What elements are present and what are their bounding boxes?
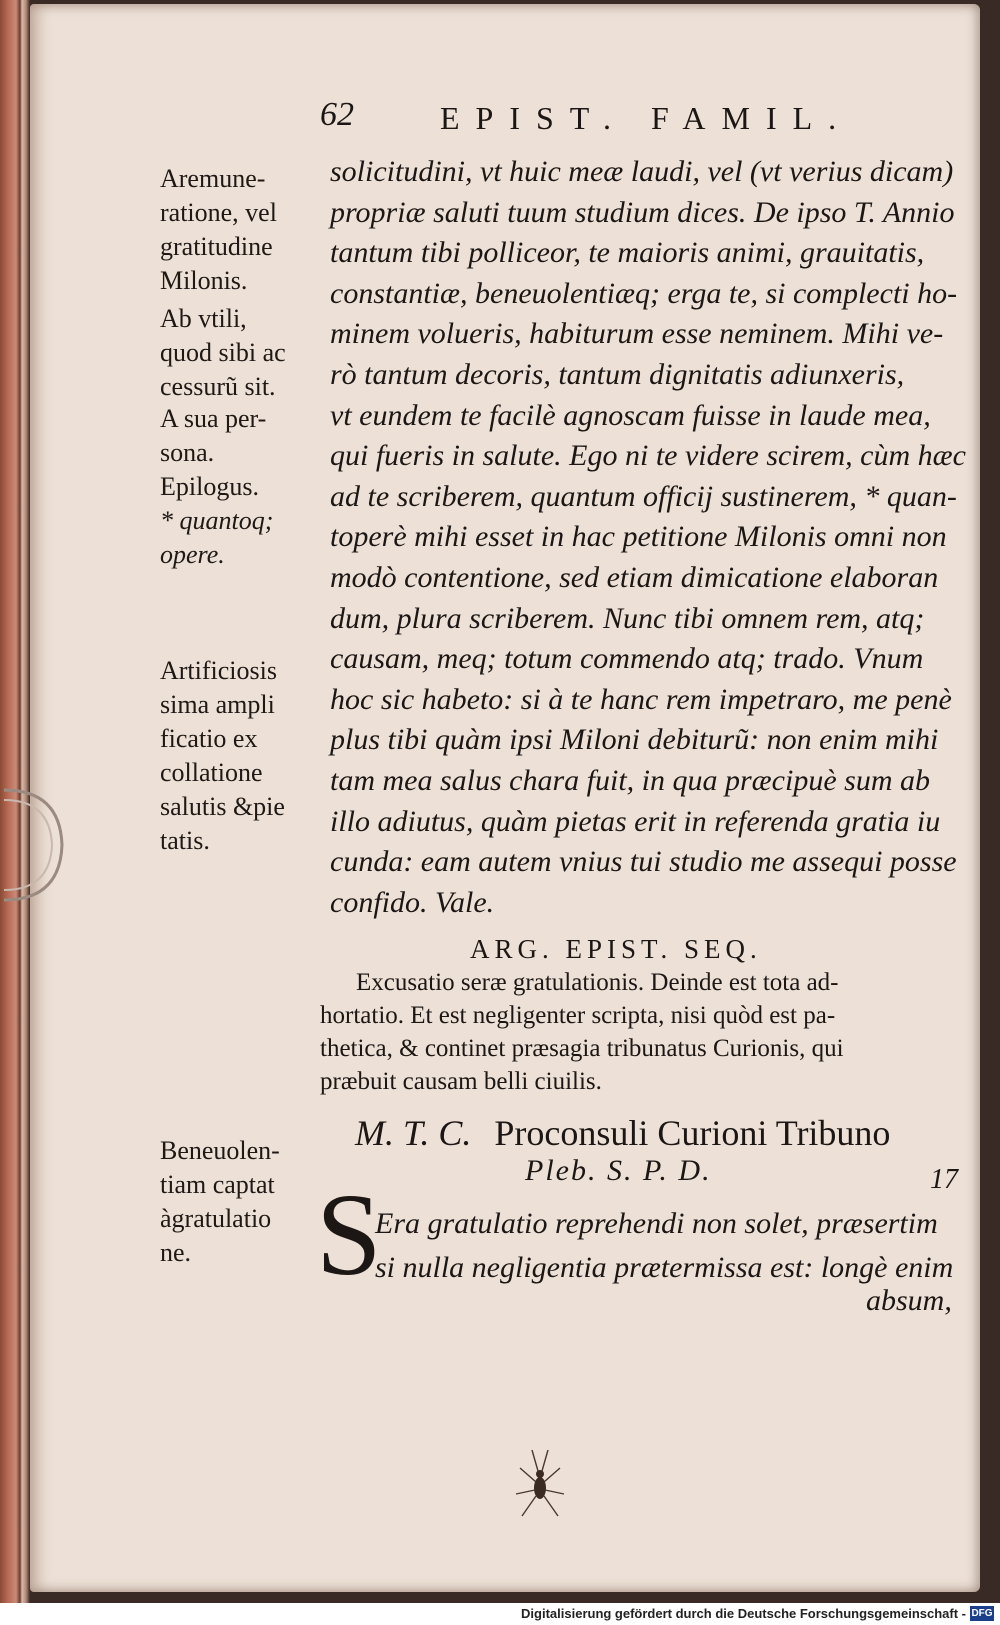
margin-note-quantoque bbox=[160, 504, 320, 572]
margin-note-line: * quantoq; bbox=[160, 506, 274, 535]
letter-opening bbox=[375, 1202, 975, 1290]
text-line: propriæ saluti tuum studium dices. De ipso T. Annio bbox=[330, 195, 955, 229]
text-line: causam, meq; totum commendo atq; trado. Vnum bbox=[330, 642, 924, 676]
letter-title-main: Proconsuli Curioni Tribuno bbox=[494, 1113, 891, 1153]
footer-bar bbox=[0, 1603, 1000, 1625]
page-number: 62 bbox=[320, 96, 354, 133]
letter-body-text bbox=[330, 152, 970, 923]
text-line: thetica, & continet præsagia tribunatus Curionis, qui bbox=[320, 1035, 844, 1062]
letter-subtitle: Pleb. S. P. D. bbox=[525, 1154, 712, 1187]
margin-note-line: ne. bbox=[160, 1238, 192, 1267]
margin-note-line: opere. bbox=[160, 540, 225, 569]
margin-note-line: collatione bbox=[160, 758, 263, 787]
binding-clip-icon bbox=[0, 780, 70, 910]
text-line: modò contentione, sed etiam dimicatione elaboran bbox=[330, 560, 939, 594]
margin-note-line: ficatio ex bbox=[160, 724, 258, 753]
text-line: tantum tibi polliceor, te maioris animi, grauitatis, bbox=[330, 236, 925, 270]
dfg-logo: DFG bbox=[971, 1608, 993, 1619]
argument-text bbox=[320, 966, 980, 1098]
margin-note-line: Artificiosis bbox=[160, 656, 277, 685]
text-line: solicitudini, vt huic meæ laudi, vel (vt verius dicam) bbox=[330, 155, 954, 188]
margin-note-line: sima ampli bbox=[160, 690, 275, 719]
drop-cap: S bbox=[316, 1169, 382, 1300]
margin-note-line: quod sibi ac bbox=[160, 338, 286, 367]
margin-note-line: àgratulatio bbox=[160, 1204, 272, 1233]
margin-note-line: Milonis. bbox=[160, 266, 248, 295]
text-line: si nulla negligentia prætermissa est: longè enim bbox=[375, 1251, 954, 1284]
margin-note-artificiosissima bbox=[160, 654, 320, 858]
margin-note-remuneratione bbox=[160, 162, 320, 298]
text-line: constantiæ, beneuolentiæq; erga te, si complecti ho- bbox=[330, 276, 958, 310]
margin-note-line: tatis. bbox=[160, 826, 210, 855]
text-line: præbuit causam belli ciuilis. bbox=[320, 1068, 602, 1095]
margin-note-line: Epilogus. bbox=[160, 472, 259, 501]
text-line: cunda: eam autem vnius tui studio me assequi posse bbox=[330, 845, 957, 879]
text-line: Era gratulatio reprehendi non solet, præsertim bbox=[375, 1207, 938, 1240]
page-header bbox=[320, 96, 880, 146]
catchword: absum, bbox=[866, 1284, 952, 1317]
letter-title bbox=[355, 1112, 890, 1154]
text-line: confido. Vale. bbox=[330, 885, 495, 919]
running-head: EPIST. FAMIL. bbox=[440, 100, 853, 136]
text-line: hoc sic habeto: si à te hanc rem impetraro, me penè bbox=[330, 682, 952, 716]
letter-title-abbr: M. T. C. bbox=[355, 1113, 472, 1153]
text-line: plus tibi quàm ipsi Miloni debiturũ: non enim mihi bbox=[330, 723, 939, 757]
margin-note-line: salutis &pie bbox=[160, 792, 285, 821]
text-line: dum, plura scriberem. Nunc tibi omnem rem, atq; bbox=[330, 601, 925, 635]
text-line: Excusatio seræ gratulationis. Deinde est tota ad- bbox=[356, 969, 839, 996]
margin-note-line: sona. bbox=[160, 438, 215, 467]
margin-note-beneuolentiam bbox=[160, 1134, 320, 1270]
margin-note-line: A sua per- bbox=[160, 404, 267, 433]
margin-note-persona bbox=[160, 402, 320, 470]
margin-note-line: tiam captat bbox=[160, 1170, 275, 1199]
margin-note-line: gratitudine bbox=[160, 232, 273, 261]
text-line: toperè mihi esset in hac petitione Milonis omni non bbox=[330, 520, 947, 554]
margin-note-line: Beneuolen- bbox=[160, 1136, 280, 1165]
footer-credit: Digitalisierung gefördert durch die Deutsche Forschungsgemeinschaft - bbox=[521, 1606, 966, 1621]
argument-heading: ARG. EPIST. SEQ. bbox=[470, 934, 762, 964]
margin-note-epilogus bbox=[160, 470, 320, 504]
margin-note-line: Aremune- bbox=[160, 164, 266, 193]
text-line: hortatio. Et est negligenter scripta, nisi quòd est pa- bbox=[320, 1002, 836, 1029]
text-line: illo adiutus, quàm pietas erit in referenda gratia iu bbox=[330, 804, 941, 838]
text-line: minem volueris, habiturum esse neminem. Mihi ve- bbox=[330, 317, 944, 351]
text-line: vt eundem te facilè agnoscam fuisse in laude mea, bbox=[330, 398, 931, 432]
insect-icon bbox=[510, 1444, 570, 1524]
margin-note-line: ratione, vel bbox=[160, 198, 277, 227]
margin-note-line: cessurũ sit. bbox=[160, 372, 276, 401]
margin-note-vtili bbox=[160, 302, 320, 404]
text-line: rò tantum decoris, tantum dignitatis adiunxeris, bbox=[330, 357, 905, 391]
text-line: tam mea salus chara fuit, in qua præcipuè sum ab bbox=[330, 763, 930, 797]
book-page bbox=[30, 4, 980, 1592]
margin-note-line: Ab vtili, bbox=[160, 304, 247, 333]
text-line: qui fueris in salute. Ego ni te videre scirem, cùm hæc bbox=[330, 439, 966, 473]
text-line: ad te scriberem, quantum officij sustinerem, * quan- bbox=[330, 479, 957, 513]
letter-number: 17 bbox=[930, 1164, 958, 1195]
